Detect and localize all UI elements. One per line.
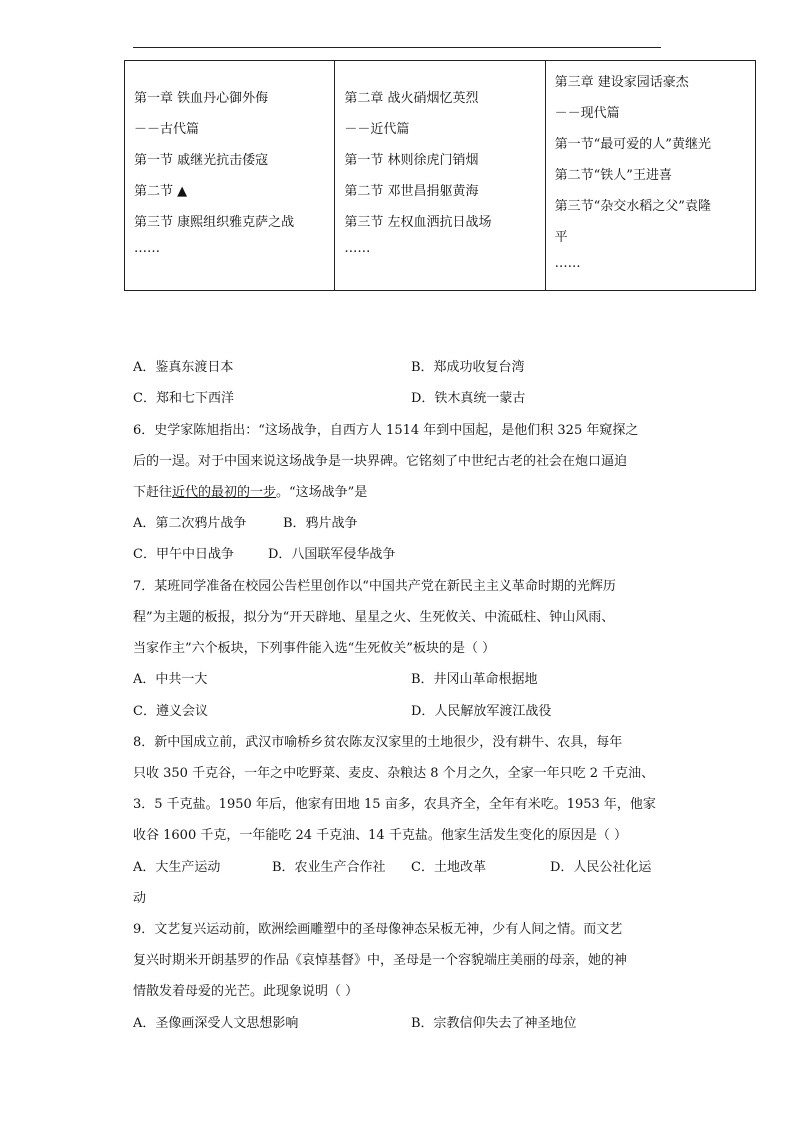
q7-option-c: C．遵义会议 xyxy=(133,704,208,719)
q6-stem-line: 后的一逞。对于中国来说这场战争是一块界碑。它铭刻了中世纪古老的社会在炮口逼迫 xyxy=(133,454,628,469)
q8-option-b: B．农业生产合作社 xyxy=(272,860,386,875)
outline-column-contemporary xyxy=(545,61,755,291)
outline-line: －－近代篇 xyxy=(344,122,410,137)
q8-stem-line: 3．5 千克盐。1950 年后，他家有田地 15 亩多，农具齐全，全年有米吃。1953 年，他家 xyxy=(133,797,656,812)
q6-text: 下赶往 xyxy=(133,485,173,500)
q5-option-a: A．鉴真东渡日本 xyxy=(133,360,234,375)
outline-line: 第二节“铁人”王进喜 xyxy=(554,168,672,183)
q5-option-d: D．铁木真统一蒙古 xyxy=(411,391,526,406)
chapter-outline-table xyxy=(124,60,756,291)
q8-stem-line: 8．新中国成立前，武汉市喻桥乡贫农陈友汉家里的土地很少，没有耕牛、农具，每年 xyxy=(133,735,623,750)
outline-line: 第一章 铁血丹心御外侮 xyxy=(134,91,269,106)
outline-line: 第一节 林则徐虎门销烟 xyxy=(344,153,479,168)
q6-option-c: C．甲午中日战争 xyxy=(133,547,234,562)
q8-option-d-wrap: 动 xyxy=(133,891,147,906)
q6-option-d: D．八国联军侵华战争 xyxy=(268,547,396,562)
q6-underlined-phrase: 近代的最初的一步 xyxy=(172,485,277,500)
outline-line: …… xyxy=(134,241,160,256)
outline-line: 第一节 戚继光抗击倭寇 xyxy=(134,153,269,168)
q6-stem-line: 6．史学家陈旭指出：“这场战争，自西方人 1514 年到中国起，是他们积 325 年窥探之 xyxy=(133,423,639,438)
outline-line: …… xyxy=(344,241,371,256)
q8-option-d: D．人民公社化运 xyxy=(550,860,652,875)
q7-option-d: D．人民解放军渡江战役 xyxy=(411,704,552,719)
outline-line: 第二节 ▲ xyxy=(134,184,188,199)
q6-text: 。“这场战争”是 xyxy=(276,485,368,500)
q9-stem-line: 9．文艺复兴运动前，欧洲绘画雕塑中的圣母像神态呆板无神，少有人间之情。而文艺 xyxy=(133,922,623,937)
q9-option-a: A．圣像画深受人文思想影响 xyxy=(133,1016,299,1031)
outline-column-ancient xyxy=(125,61,335,291)
q8-option-c: C．土地改革 xyxy=(411,860,486,875)
outline-line: －－古代篇 xyxy=(134,122,200,137)
outline-line: 第三节 康熙组织雅克萨之战 xyxy=(134,215,295,230)
q6-option-a: A．第二次鸦片战争 xyxy=(133,516,247,531)
header-rule xyxy=(133,47,661,48)
q7-stem-line: 7．某班同学准备在校园公告栏里创作以“中国共产党在新民主主义革命时期的光辉历 xyxy=(133,579,616,594)
q5-option-b: B．郑成功收复台湾 xyxy=(411,360,525,375)
outline-line: 平 xyxy=(554,230,568,245)
q5-option-c: C．郑和七下西洋 xyxy=(133,391,234,406)
outline-line: 第一节“最可爱的人”黄继光 xyxy=(554,137,711,152)
q9-stem-line: 情散发着母爱的光芒。此现象说明（ ） xyxy=(133,984,359,999)
q7-option-a: A．中共一大 xyxy=(133,672,208,687)
outline-line: 第三节 左权血洒抗日战场 xyxy=(344,215,492,230)
q8-stem-line: 收谷 1600 千克，一年能吃 24 千克油、14 千克盐。他家生活发生变化的原因是（ ） xyxy=(133,828,627,843)
outline-column-modern xyxy=(335,61,545,291)
q7-stem-line: 程”为主题的板报，拟分为“开天辟地、星星之火、生死攸关、中流砥柱、钟山风雨、 xyxy=(133,610,615,625)
outline-line: 第三节“杂交水稻之父”袁隆 xyxy=(554,199,711,214)
outline-line: 第二节 邓世昌捐躯黄海 xyxy=(344,184,479,199)
q9-stem-line: 复兴时期米开朗基罗的作品《哀悼基督》中，圣母是一个容貌端庄美丽的母亲，她的神 xyxy=(133,953,628,968)
outline-line: 第三章 建设家园话豪杰 xyxy=(554,75,689,90)
q7-option-b: B．井冈山革命根据地 xyxy=(411,672,538,687)
outline-line: …… xyxy=(554,256,581,271)
q8-stem-line: 只收 350 千克谷，一年之中吃野菜、麦皮、杂粮达 8 个月之久，全家一年只吃 2 千克油、 xyxy=(133,766,655,781)
outline-line: 第二章 战火硝烟忆英烈 xyxy=(344,91,479,106)
q6-stem-line xyxy=(133,477,663,508)
q8-option-a: A．大生产运动 xyxy=(133,860,221,875)
q9-option-b: B．宗教信仰失去了神圣地位 xyxy=(411,1016,577,1031)
q7-stem-line: 当家作主”六个板块，下列事件能入选“生死攸关”板块的是（ ） xyxy=(133,641,496,656)
outline-line: －－现代篇 xyxy=(554,106,620,121)
q6-option-b: B．鸦片战争 xyxy=(283,516,358,531)
